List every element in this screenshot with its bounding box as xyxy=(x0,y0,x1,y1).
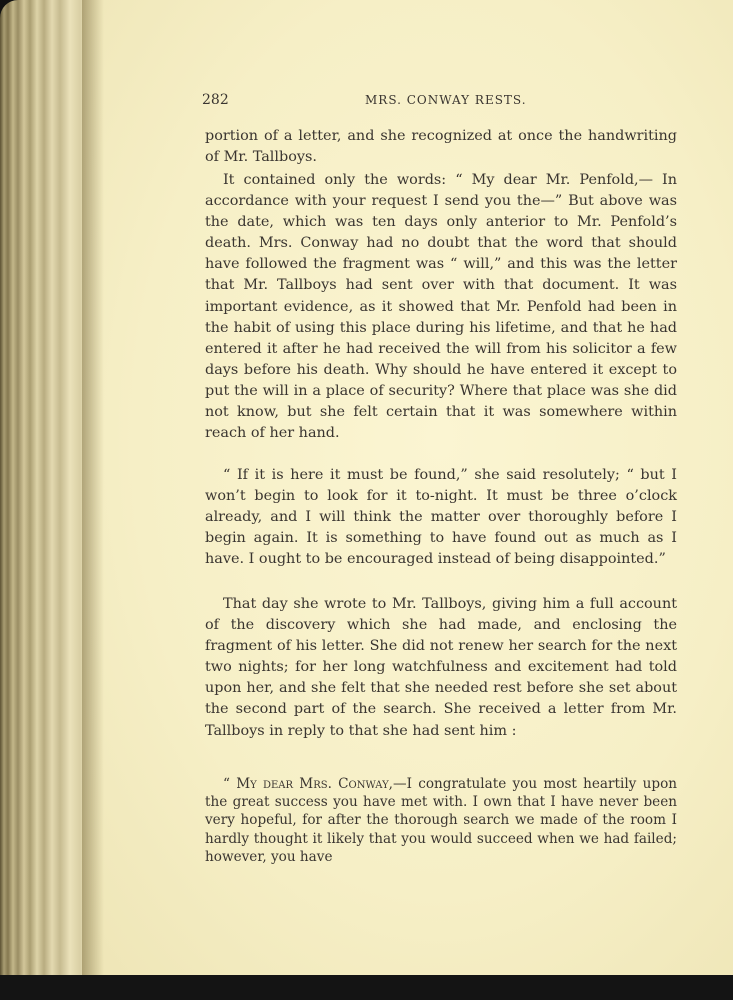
letter-paragraph xyxy=(205,775,677,866)
paragraph-3: “ If it is here it must be found,” she said resolutely; “ but I won’t begin to look for it to-night. It must be three o’clock already, and I will think the matter over thoroughly before I begin again. It is something to have found out as much as I have. I ought to be encouraged instead of being disappointed.” xyxy=(205,467,677,568)
paragraph-1: portion of a letter, and she recognized at once the handwriting of Mr. Tallboys. xyxy=(205,128,677,166)
page-number: 282 xyxy=(202,92,229,108)
running-title: MRS. CONWAY RESTS. xyxy=(365,93,527,107)
letter-text: —I congratulate you most heartily upon the great success you have met with. I own that I have never been very hopeful, for after the thorough search we made of the room I hardly thought it likely that you would succeed when we had failed; however, you have xyxy=(205,776,678,865)
gutter-shadow xyxy=(82,0,104,975)
paragraph-4: That day she wrote to Mr. Tallboys, giving him a full account of the discovery which she had made, and enclosing the fragment of his letter. She did not renew her search for the next two nights; for her long watchfulness and excitement had told upon her, and she felt that she needed rest before she set about the second part of the search. She received a letter from Mr. Tallboys in reply to that she had sent him : xyxy=(205,596,677,739)
letter-salutation: “ My dear Mrs. Conway, xyxy=(223,776,394,792)
page-header xyxy=(202,92,677,112)
scan-bottom-border xyxy=(0,975,733,1000)
paragraph-2: It contained only the words: “ My dear Mr. Penfold,— In accordance with your request I send you the—” But above was the date, which was ten days only anterior to Mr. Penfold’s death. Mrs. Conway had no doubt that the word that should have followed the fragment was “ will,” and this was the letter that Mr. Tallboys had sent over with that document. It was important evidence, as it showed that Mr. Penfold had been in the habit of using this place during his lifetime, and that he had entered it after he had received the will from his solicitor a few days before his death. Why should he have entered it except to put the will in a place of security? Where that place was she did not know, but she felt certain that it was somewhere within reach of her hand. xyxy=(205,172,677,442)
